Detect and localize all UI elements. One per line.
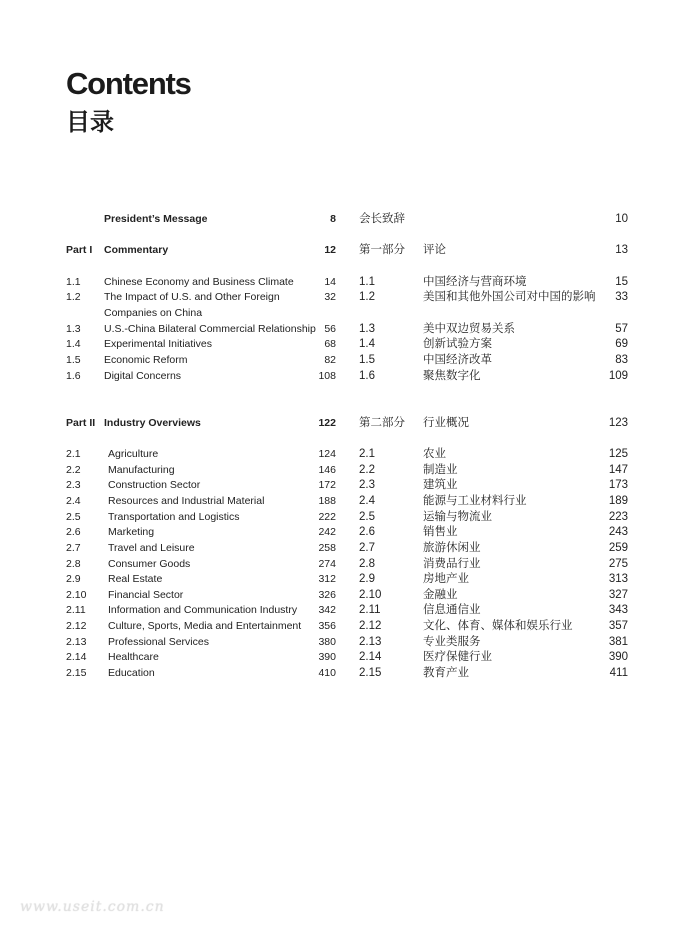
toc-zh-num: 2.9 bbox=[359, 573, 375, 585]
toc-en-page: 122 bbox=[318, 417, 336, 429]
toc-zh-num: 1.4 bbox=[359, 338, 375, 350]
toc-en-page: 14 bbox=[324, 276, 336, 288]
toc-en-text: Construction Sector bbox=[108, 479, 201, 491]
toc-zh-text: 农业 bbox=[423, 448, 446, 460]
toc-zh-page: 223 bbox=[608, 511, 628, 523]
toc-zh-page: 33 bbox=[615, 291, 628, 303]
toc-zh-text: 行业概况 bbox=[423, 417, 469, 429]
toc-en-num: 2.15 bbox=[66, 667, 87, 679]
toc-en-num: 2.1 bbox=[66, 448, 81, 460]
toc-en-page: 326 bbox=[318, 589, 336, 601]
toc-en-text: Travel and Leisure bbox=[108, 542, 195, 554]
toc-en-page: 242 bbox=[318, 526, 336, 538]
toc-zh-num: 2.12 bbox=[359, 620, 382, 632]
toc-zh-text: 房地产业 bbox=[423, 573, 469, 585]
toc-en-page: 222 bbox=[318, 511, 336, 523]
toc-en-text: Agriculture bbox=[108, 448, 159, 460]
toc-zh-page: 123 bbox=[608, 417, 628, 429]
toc-zh-text: 金融业 bbox=[423, 589, 458, 601]
toc-zh-text: 中国经济改革 bbox=[423, 354, 492, 366]
toc-zh-num: 2.7 bbox=[359, 542, 375, 554]
toc-zh-page: 243 bbox=[608, 526, 628, 538]
toc-en-text: The Impact of U.S. and Other Foreign bbox=[104, 291, 280, 303]
toc-en-text: Chinese Economy and Business Climate bbox=[104, 276, 294, 288]
toc-zh-text: 医疗保健行业 bbox=[423, 651, 492, 663]
toc-en-text: Healthcare bbox=[108, 651, 159, 663]
toc-en-page: 32 bbox=[324, 291, 336, 303]
toc-zh-num: 第二部分 bbox=[359, 417, 405, 429]
toc-zh-text: 评论 bbox=[423, 244, 446, 256]
toc-zh-page: 173 bbox=[608, 479, 628, 491]
toc-en-text: Manufacturing bbox=[108, 464, 175, 476]
toc-en-text: Marketing bbox=[108, 526, 155, 538]
toc-zh-text: 美国和其他外国公司对中国的影响 bbox=[423, 291, 596, 303]
toc-zh-num: 1.5 bbox=[359, 354, 375, 366]
toc-en-num: 1.3 bbox=[66, 323, 81, 335]
toc-en-text: Consumer Goods bbox=[108, 558, 191, 570]
toc-zh-num: 1.3 bbox=[359, 323, 375, 335]
toc-zh-page: 83 bbox=[615, 354, 628, 366]
toc-zh-page: 411 bbox=[609, 667, 628, 679]
toc-en-num: 2.10 bbox=[66, 589, 87, 601]
toc-en-page: 356 bbox=[318, 620, 336, 632]
toc-zh-text: 美中双边贸易关系 bbox=[423, 323, 515, 335]
toc-zh-text: 专业类服务 bbox=[423, 636, 481, 648]
toc-zh-text: 聚焦数字化 bbox=[423, 370, 481, 382]
toc-en-num: 2.13 bbox=[66, 636, 87, 648]
toc-en-page: 172 bbox=[318, 479, 336, 491]
toc-en-text: Companies on China bbox=[104, 307, 203, 319]
toc-en-page: 12 bbox=[324, 244, 336, 256]
toc-en-num: 2.6 bbox=[66, 526, 81, 538]
toc-zh-page: 13 bbox=[615, 244, 628, 256]
toc-en-num: 2.5 bbox=[66, 511, 81, 523]
toc-en-num: 2.2 bbox=[66, 464, 81, 476]
toc-zh-page: 275 bbox=[608, 558, 628, 570]
toc-zh-text: 旅游休闲业 bbox=[423, 542, 481, 554]
toc-en-text: Education bbox=[108, 667, 155, 679]
toc-en-num: 2.9 bbox=[66, 573, 81, 585]
toc-en-num: 1.1 bbox=[66, 276, 81, 288]
page-title-chinese: 目录 bbox=[66, 109, 114, 136]
toc-zh-page: 69 bbox=[615, 338, 628, 350]
toc-en-num: 1.5 bbox=[66, 354, 81, 366]
toc-zh-num: 2.2 bbox=[359, 464, 375, 476]
toc-en-page: 68 bbox=[324, 338, 336, 350]
toc-zh-text: 运输与物流业 bbox=[423, 511, 492, 523]
toc-en-num: 2.3 bbox=[66, 479, 81, 491]
toc-zh-text: 创新试验方案 bbox=[423, 338, 492, 350]
toc-zh-page: 189 bbox=[608, 495, 628, 507]
toc-en-page: 342 bbox=[318, 604, 336, 616]
toc-en-page: 8 bbox=[330, 213, 336, 225]
toc-zh-page: 125 bbox=[608, 448, 628, 460]
toc-en-num: 2.11 bbox=[66, 604, 86, 616]
toc-zh-text: 建筑业 bbox=[423, 479, 458, 491]
toc-zh-num: 1.6 bbox=[359, 370, 375, 382]
toc-zh-num: 1.2 bbox=[359, 291, 375, 303]
toc-en-text: Digital Concerns bbox=[104, 370, 182, 382]
toc-en-text: Professional Services bbox=[108, 636, 209, 648]
toc-en-text: Experimental Initiatives bbox=[104, 338, 212, 350]
toc-zh-num: 2.3 bbox=[359, 479, 375, 491]
toc-zh-page: 343 bbox=[608, 604, 628, 616]
toc-zh-page: 327 bbox=[608, 589, 628, 601]
toc-en-num: Part I bbox=[66, 244, 93, 256]
toc-en-num: 2.14 bbox=[66, 651, 87, 663]
toc-en-page: 258 bbox=[318, 542, 336, 554]
toc-zh-num: 2.14 bbox=[359, 651, 382, 663]
toc-en-text: U.S.-China Bilateral Commercial Relationship bbox=[104, 323, 316, 335]
toc-en-num: 2.4 bbox=[66, 495, 81, 507]
toc-zh-num: 2.4 bbox=[359, 495, 375, 507]
toc-en-text: Real Estate bbox=[108, 573, 163, 585]
toc-en-num: 1.4 bbox=[66, 338, 81, 350]
toc-zh-num: 第一部分 bbox=[359, 244, 405, 256]
toc-en-page: 82 bbox=[324, 354, 336, 366]
toc-en-num: 1.2 bbox=[66, 291, 81, 303]
toc-zh-page: 10 bbox=[615, 213, 628, 225]
toc-zh-text: 中国经济与营商环境 bbox=[423, 276, 527, 288]
toc-zh-text: 文化、体育、媒体和娱乐行业 bbox=[423, 620, 573, 632]
toc-zh-text: 教育产业 bbox=[423, 667, 469, 679]
toc-zh-text: 能源与工业材料行业 bbox=[423, 495, 527, 507]
toc-en-text: Industry Overviews bbox=[104, 417, 201, 429]
toc-en-num: Part II bbox=[66, 417, 96, 429]
toc-en-page: 380 bbox=[318, 636, 336, 648]
toc-zh-text: 信息通信业 bbox=[423, 604, 481, 616]
toc-zh-num: 2.10 bbox=[359, 589, 382, 601]
toc-en-text: Transportation and Logistics bbox=[108, 511, 240, 523]
toc-zh-num: 2.15 bbox=[359, 667, 382, 679]
toc-zh-page: 381 bbox=[608, 636, 628, 648]
toc-en-num: 2.7 bbox=[66, 542, 81, 554]
toc-zh-num: 2.6 bbox=[359, 526, 375, 538]
toc-en-text: Commentary bbox=[104, 244, 169, 256]
toc-en-page: 146 bbox=[318, 464, 336, 476]
toc-en-text: Economic Reform bbox=[104, 354, 188, 366]
toc-zh-page: 57 bbox=[615, 323, 628, 335]
toc-zh-page: 357 bbox=[608, 620, 628, 632]
toc-zh-num: 会长致辞 bbox=[359, 213, 405, 225]
toc-zh-num: 2.11 bbox=[359, 604, 381, 616]
toc-zh-num: 2.8 bbox=[359, 558, 375, 570]
toc-en-num: 2.12 bbox=[66, 620, 87, 632]
toc-en-page: 274 bbox=[318, 558, 336, 570]
toc-en-text: Resources and Industrial Material bbox=[108, 495, 265, 507]
toc-zh-num: 2.13 bbox=[359, 636, 382, 648]
toc-zh-num: 2.5 bbox=[359, 511, 375, 523]
toc-zh-page: 390 bbox=[608, 651, 628, 663]
toc-en-page: 390 bbox=[318, 651, 336, 663]
toc-zh-page: 15 bbox=[615, 276, 628, 288]
toc-en-page: 312 bbox=[318, 573, 336, 585]
toc-zh-text: 消费品行业 bbox=[423, 558, 481, 570]
toc-zh-page: 109 bbox=[608, 370, 628, 382]
toc-en-num: 1.6 bbox=[66, 370, 81, 382]
toc-en-text: Culture, Sports, Media and Entertainment bbox=[108, 620, 302, 632]
toc-zh-page: 313 bbox=[608, 573, 628, 585]
toc-en-text: Financial Sector bbox=[108, 589, 184, 601]
toc-en-page: 410 bbox=[318, 667, 336, 679]
toc-zh-page: 147 bbox=[608, 464, 628, 476]
toc-zh-text: 销售业 bbox=[423, 526, 458, 538]
toc-zh-num: 1.1 bbox=[359, 276, 375, 288]
toc-en-text: Information and Communication Industry bbox=[108, 604, 298, 616]
toc-en-page: 124 bbox=[318, 448, 336, 460]
watermark: www.useit.com.cn bbox=[20, 899, 165, 915]
page-title: Contents bbox=[66, 66, 191, 101]
toc-en-text: President’s Message bbox=[104, 213, 208, 225]
toc-zh-text: 制造业 bbox=[423, 464, 458, 476]
toc-en-page: 56 bbox=[324, 323, 336, 335]
toc-zh-page: 259 bbox=[608, 542, 628, 554]
toc-en-page: 188 bbox=[318, 495, 336, 507]
toc-zh-num: 2.1 bbox=[359, 448, 375, 460]
toc-en-num: 2.8 bbox=[66, 558, 81, 570]
toc-en-page: 108 bbox=[318, 370, 336, 382]
